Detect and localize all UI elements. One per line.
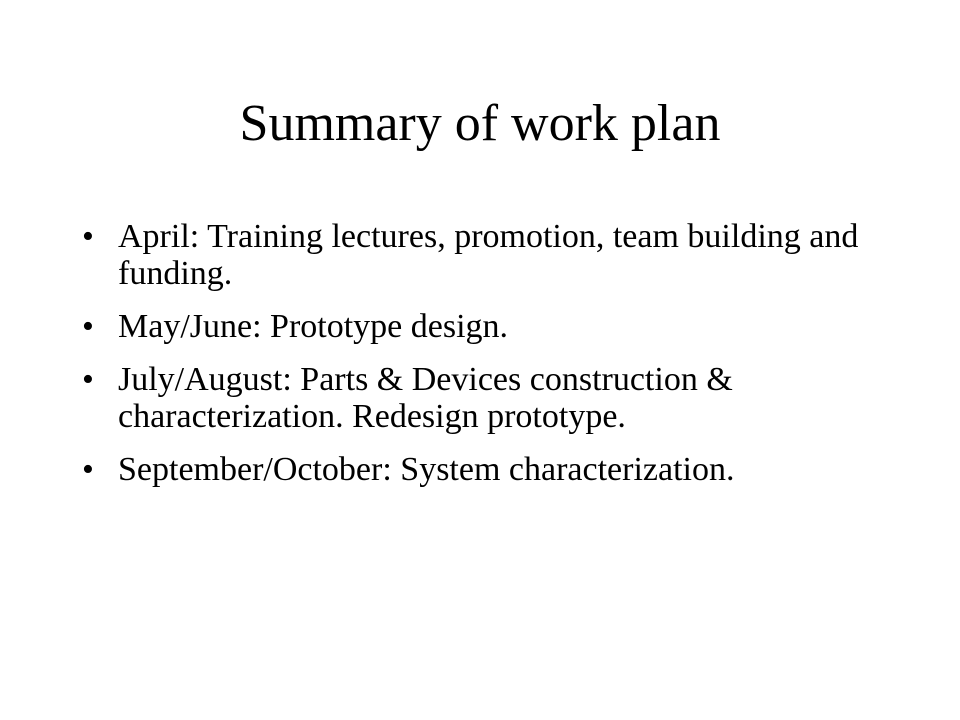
bullet-list xyxy=(82,218,882,504)
bullet-text: May/June: Prototype design. xyxy=(118,308,509,345)
bullet-text: September/October: System characterization. xyxy=(118,451,735,488)
bullet-item-july-august xyxy=(82,361,882,435)
bullet-item-may-june xyxy=(82,308,882,345)
bullet-icon: • xyxy=(82,451,94,488)
slide-title: Summary of work plan xyxy=(239,95,721,152)
bullet-icon: • xyxy=(82,308,94,345)
bullet-item-september-october xyxy=(82,451,882,488)
bullet-icon: • xyxy=(82,218,94,255)
bullet-item-april xyxy=(82,218,882,292)
bullet-text: April: Training lectures, promotion, team building and funding. xyxy=(118,218,859,292)
bullet-icon: • xyxy=(82,361,94,398)
bullet-text: July/August: Parts & Devices construction & characterization. Redesign prototype. xyxy=(118,361,733,435)
